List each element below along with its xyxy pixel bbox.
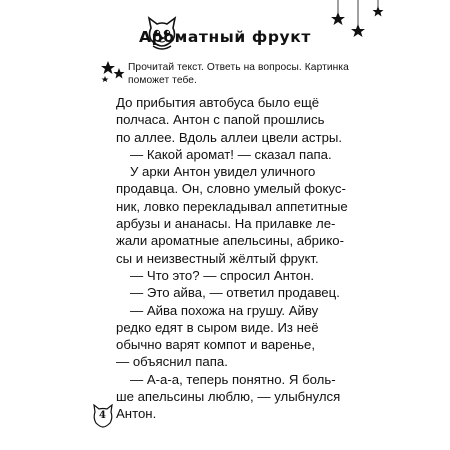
story-line: — Айва похожа на грушу. Айву [130,302,319,318]
story-line: обычно варят компот и варенье, [116,337,315,353]
page-number: 4 [99,410,106,421]
story-line: — Какой аромат! — сказал папа. [130,146,332,162]
stars-icon [100,58,126,82]
story-text [116,94,350,423]
story-line: жали ароматные апельсины, абрико- [116,233,345,249]
story-line: продавца. Он, словно умелый фокус- [116,181,346,197]
story-line: редко едят в сыром виде. Из неё [116,319,319,335]
story-line: — Это айва, — ответил продавец. [130,285,340,301]
page-title: Ароматный фрукт [139,28,311,46]
story-line: ник, ловко перекладывал аппетитные [116,198,348,214]
instruction-text: Прочитай текст. Ответь на вопросы. Картинка поможет тебе. [128,62,349,86]
story-line: сы и неизвестный жёлтый фрукт. [116,250,319,266]
story-line: У арки Антон увидел уличного [130,164,316,180]
story-line: полчаса. Антон с папой прошлись [116,112,325,128]
story-line: — А-а-а, теперь понятно. Я боль- [130,371,336,387]
story-line: — объяснил папа. [116,354,228,370]
story-line: Антон. [116,406,157,422]
story-line: по аллее. Вдоль аллеи цвели астры. [116,129,343,145]
story-line: До прибытия автобуса было ещё [116,95,320,110]
story-line: арбузы и ананасы. На прилавке ле- [116,216,336,232]
story-line: — Что это? — спросил Антон. [130,267,315,283]
story-line: ше апельсины люблю, — улыбнулся [116,389,341,405]
